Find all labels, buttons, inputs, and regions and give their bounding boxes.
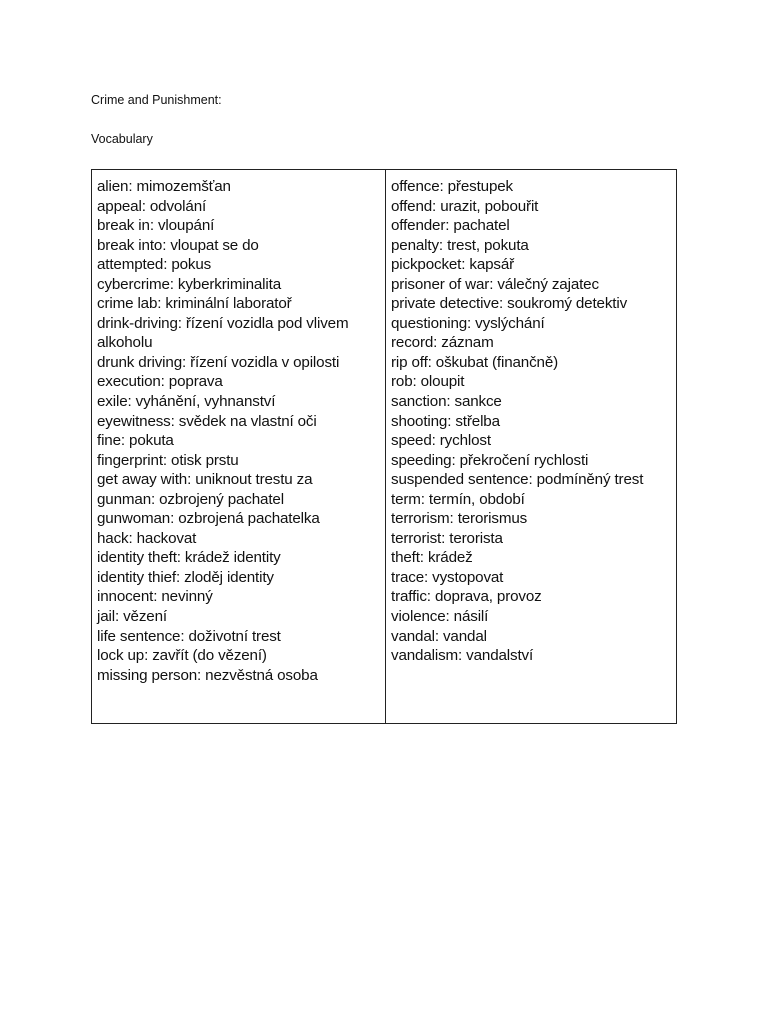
vocabulary-entry: appeal: odvolání	[97, 197, 207, 215]
vocabulary-entry: rob: oloupit	[391, 373, 465, 391]
vocabulary-entry: cybercrime: kyberkriminalita	[97, 275, 281, 293]
vocabulary-entry: alkoholu	[97, 334, 153, 352]
vocabulary-entry: alien: mimozemšťan	[97, 178, 231, 195]
vocabulary-entry: gunman: ozbrojený pachatel	[97, 490, 284, 508]
vocabulary-entry: speeding: překročení rychlosti	[391, 451, 589, 469]
vocabulary-entry: identity thief: zloděj identity	[97, 568, 274, 586]
vocabulary-entry: offend: urazit, pobouřit	[391, 197, 539, 215]
vocabulary-entry: crime lab: kriminální laboratoř	[97, 295, 292, 313]
vocabulary-entry: lock up: zavřít (do vězení)	[97, 647, 267, 665]
vocabulary-column-left	[92, 170, 386, 723]
vocabulary-entry: record: záznam	[391, 334, 494, 352]
vocabulary-entry: private detective: soukromý detektiv	[391, 295, 628, 313]
document-title: Crime and Punishment:	[91, 93, 222, 107]
vocabulary-entry: hack: hackovat	[97, 529, 197, 547]
vocabulary-entry: speed: rychlost	[391, 432, 491, 450]
vocabulary-entry: fine: pokuta	[97, 432, 174, 450]
vocabulary-entry: penalty: trest, pokuta	[391, 236, 529, 254]
vocabulary-entry: missing person: nezvěstná osoba	[97, 666, 318, 684]
vocabulary-table	[91, 169, 677, 724]
vocabulary-entry: sanction: sankce	[391, 393, 502, 411]
vocabulary-entry: identity theft: krádež identity	[97, 549, 281, 567]
vocabulary-entry: terrorist: terorista	[391, 529, 503, 547]
vocabulary-entry: theft: krádež	[391, 549, 473, 567]
vocabulary-entry: break into: vloupat se do	[97, 236, 259, 254]
vocabulary-entry: offender: pachatel	[391, 217, 510, 235]
vocabulary-entry: fingerprint: otisk prstu	[97, 451, 239, 469]
vocabulary-entry: attempted: pokus	[97, 256, 212, 274]
vocabulary-entry: suspended sentence: podmíněný trest	[391, 471, 644, 489]
vocabulary-entry: pickpocket: kapsář	[391, 256, 515, 274]
vocabulary-entry: violence: násilí	[391, 608, 489, 626]
vocabulary-entry: exile: vyhánění, vyhnanství	[97, 393, 276, 411]
vocabulary-entry: get away with: uniknout trestu za	[97, 471, 313, 489]
vocabulary-entry: offence: přestupek	[391, 178, 513, 195]
vocabulary-entry: gunwoman: ozbrojená pachatelka	[97, 510, 320, 528]
vocabulary-entry: drunk driving: řízení vozidla v opilosti	[97, 353, 340, 371]
vocabulary-entry: execution: poprava	[97, 373, 223, 391]
vocabulary-entry: life sentence: doživotní trest	[97, 627, 281, 645]
vocabulary-entry: eyewitness: svědek na vlastní oči	[97, 412, 317, 430]
vocabulary-column-right	[386, 170, 676, 723]
vocabulary-entry: traffic: doprava, provoz	[391, 588, 542, 606]
document-subtitle: Vocabulary	[91, 132, 153, 146]
vocabulary-entry: innocent: nevinný	[97, 588, 213, 606]
vocabulary-entry: vandal: vandal	[391, 627, 487, 645]
vocabulary-entry: break in: vloupání	[97, 217, 215, 235]
vocabulary-entry: rip off: oškubat (finančně)	[391, 353, 559, 371]
vocabulary-entry: prisoner of war: válečný zajatec	[391, 275, 599, 293]
vocabulary-entry: jail: vězení	[97, 608, 167, 626]
vocabulary-entry: terrorism: terorismus	[391, 510, 528, 528]
vocabulary-entry: drink-driving: řízení vozidla pod vlivem	[97, 314, 349, 332]
vocabulary-entry: shooting: střelba	[391, 412, 500, 430]
vocabulary-entry: trace: vystopovat	[391, 568, 504, 586]
vocabulary-entry: questioning: vyslýchání	[391, 314, 545, 332]
vocabulary-entry: term: termín, období	[391, 490, 525, 508]
vocabulary-entry: vandalism: vandalství	[391, 647, 534, 665]
